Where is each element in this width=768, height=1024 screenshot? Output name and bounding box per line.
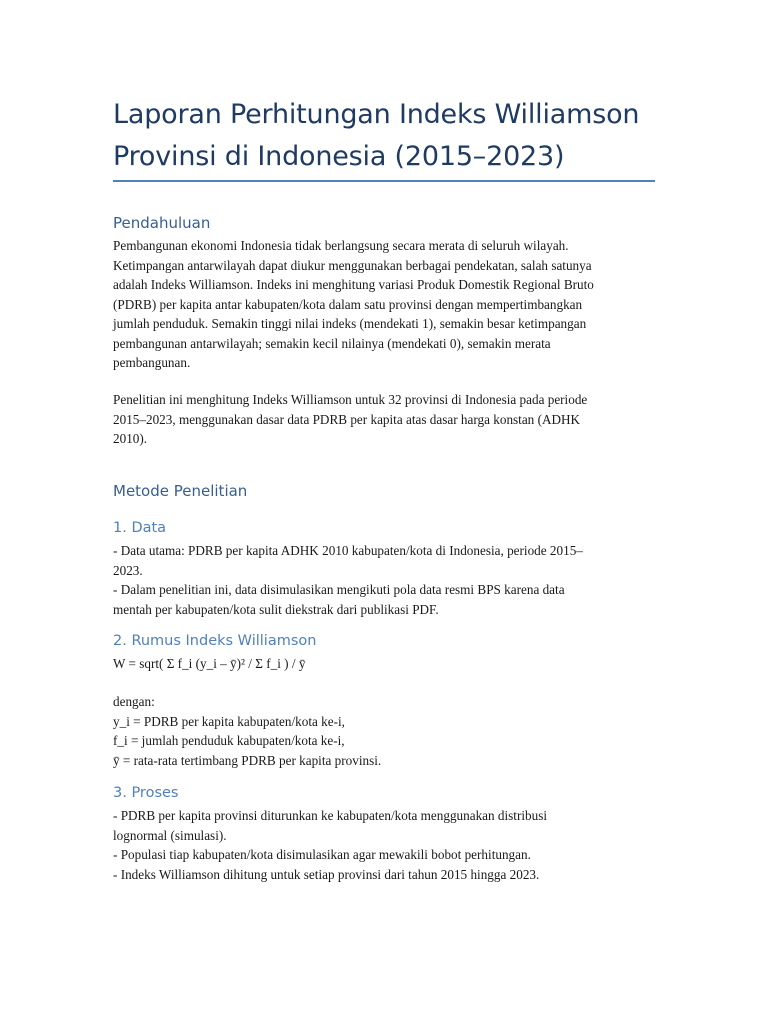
paragraph-line: Ketimpangan antarwilayah dapat diukur menggunakan berbagai pendekatan, salah satunya [113, 257, 592, 273]
definition-line: y_i = PDRB per kapita kabupaten/kota ke-i, [113, 713, 345, 729]
title-line-1: Laporan Perhitungan Indeks Williamson [113, 99, 640, 130]
definition-line: f_i = jumlah penduduk kabupaten/kota ke-i, [113, 733, 345, 748]
paragraph-line: 2010). [113, 431, 148, 446]
paragraph-line: jumlah penduduk. Semakin tinggi nilai indeks (mendekati 1), semakin besar ketimpangan [113, 316, 587, 331]
list-line: - Data utama: PDRB per kapita ADHK 2010 kabupaten/kota di Indonesia, periode 2015– [113, 543, 583, 558]
list-line: mentah per kabupaten/kota sulit diekstrak dari publikasi PDF. [113, 601, 439, 617]
paragraph-line: pembangunan antarwilayah; semakin kecil nilainya (mendekati 0), semakin merata [113, 335, 551, 351]
paragraph-line: Penelitian ini menghitung Indeks Williamson untuk 32 provinsi di Indonesia pada periode [113, 392, 588, 407]
subsection-heading-rumus: 2. Rumus Indeks Williamson [113, 633, 317, 649]
paragraph-line: (PDRB) per kapita antar kabupaten/kota dalam satu provinsi dengan mempertimbangkan [113, 296, 583, 312]
title-underline [113, 180, 655, 182]
definition-line: dengan: [113, 694, 155, 709]
title-line-2: Provinsi di Indonesia (2015–2023) [113, 141, 565, 172]
paragraph-line: 2015–2023, menggunakan dasar data PDRB per kapita atas dasar harga konstan (ADHK [113, 411, 581, 427]
definition-line: ȳ = rata-rata tertimbang PDRB per kapita provinsi. [113, 752, 382, 768]
list-line: - Indeks Williamson dihitung untuk setiap provinsi dari tahun 2015 hingga 2023. [113, 866, 540, 882]
document-title [113, 94, 658, 178]
subsection-heading-proses: 3. Proses [113, 785, 179, 801]
list-line: 2023. [113, 562, 143, 578]
paragraph-line: pembangunan. [113, 355, 191, 370]
paragraph-line: adalah Indeks Williamson. Indeks ini menghitung variasi Produk Domestik Regional Bruto [113, 277, 594, 292]
subsection-heading-data: 1. Data [113, 520, 167, 536]
list-line: - Populasi tiap kabupaten/kota disimulasikan agar mewakili bobot perhitungan. [113, 847, 531, 862]
section-heading-metode: Metode Penelitian [113, 482, 248, 500]
list-line: - Dalam penelitian ini, data disimulasikan mengikuti pola data resmi BPS karena data [113, 582, 565, 597]
list-line: - PDRB per kapita provinsi diturunkan ke kabupaten/kota menggunakan distribusi [113, 808, 548, 823]
formula: W = sqrt( Σ f_i (y_i – ȳ)² / Σ f_i ) / ȳ [113, 656, 306, 671]
list-line: lognormal (simulasi). [113, 827, 227, 843]
section-heading-pendahuluan: Pendahuluan [113, 214, 211, 232]
paragraph-line: Pembangunan ekonomi Indonesia tidak berlangsung secara merata di seluruh wilayah. [113, 238, 569, 253]
